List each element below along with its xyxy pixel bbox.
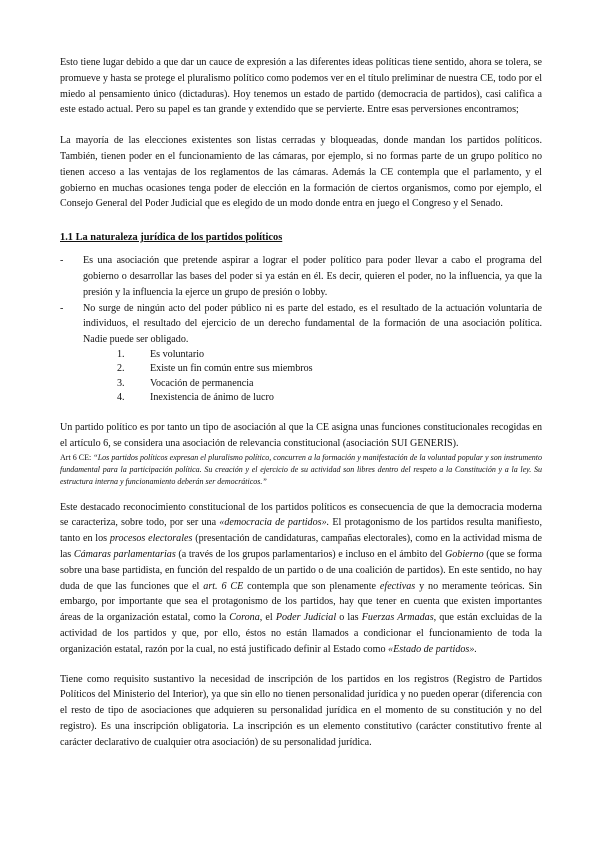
paragraph-registration: Tiene como requisito sustantivo la necesidad de inscripción de los partidos en los registros (Registro de Partidos Políticos del Ministerio del Interior), ya que sin ello no tienen personalidad jurídica y no pueden operar (diferencia con el resto de tipo de asociaciones que adquieren su personalidad jurídica en el momento de su constitución y no del registro). Es una inscripción obligatoria. La inscripción es un elemento constitutivo (carácter constitutivo frente al carácter declarativo de cualquier otra asociación) de su personalidad jurídica.	[60, 673, 542, 748]
italic-run: «Estado de partidos».	[388, 643, 477, 655]
text-run: (a través de los grupos parlamentarios) e incluso en el ámbito del	[175, 548, 445, 560]
italic-run: procesos electorales	[109, 533, 193, 545]
dash-marker: -	[60, 302, 64, 314]
dash-list	[60, 253, 542, 348]
item-number: 2.	[117, 363, 125, 375]
numbered-item	[60, 377, 542, 392]
text-run: contempla que son plenamente	[243, 580, 380, 592]
dash-marker: -	[60, 255, 64, 267]
italic-run: efectivas	[379, 580, 416, 592]
list-item-text: No surge de ningún acto del poder público ni es parte del estado, es el resultado de la actuación voluntaria de individuos, el resultado del ejercicio de un derecho fundamental de la formación de una asociación política. Nadie puede ser obligado.	[83, 302, 542, 346]
paragraph-pluralism: Esto tiene lugar debido a que dar un cauce de expresión a las diferentes ideas políticas tiene sentido, ahora se tolera, se promueve y hasta se protege el pluralismo político como podemos ver en el título preliminar de nuestra CE, todo por el miedo al pensamiento único (dictaduras). Hoy tenemos un estado de partido (democracia de partidos), casi califica a este estado actual. Pero su papel es tan grande y extendido que se pervierte. Entre esas perversiones encontramos;	[60, 57, 542, 116]
item-text: Es voluntario	[150, 348, 205, 360]
paragraph-perversions: La mayoría de las elecciones existentes son listas cerradas y bloqueadas, donde mandan los partidos políticos. También, tienen poder en el funcionamiento de las cámaras, por ejemplo, si no formas parte de un grupo político no tienen acceso a las ventajas de los reglamentos de las cámaras. Además la CE contempla que el parlamento, y el gobierno en muchas ocasiones tenga poder de elección en la formación de ciertos organismos, como por ejemplo, el Consejo General del Poder Judicial que es elegido de un modo donde entra en juego el Congreso y el Senado.	[60, 135, 542, 210]
text-run: y no meramente teóricas. Sin embargo, por importante que sea el protagonismo de los partidos, hay que tener en cuenta que existen importantes áreas de la organización estatal, como la	[60, 580, 543, 624]
item-number: 4.	[117, 392, 125, 404]
italic-run: art. 6 CE	[203, 580, 244, 592]
numbered-list	[60, 348, 542, 406]
list-item	[60, 253, 542, 300]
item-number: 3.	[117, 377, 125, 389]
text-run: , el	[259, 612, 276, 624]
item-text: Inexistencia de ánimo de lucro	[150, 392, 274, 404]
italic-run: Corona	[229, 612, 260, 624]
article-6-quote	[60, 452, 542, 488]
paragraph-party-definition: Un partido político es por tanto un tipo de asociación al que la CE asigna unas funciones constitucionales recogidas en el artículo 6, se considera una asociación de relevancia constitucional (asociación SUI GENERIS).	[60, 421, 542, 449]
text-run: o las	[336, 612, 362, 624]
numbered-item	[60, 348, 542, 363]
list-item-text: Es una asociación que pretende aspirar a lograr el poder político para poder llevar a cabo el programa del gobierno o desarrollar las bases del poder si ya están en él. Es decir, quieren el poder, no la influencia, ya que la presión y la influencia la ejerce un grupo de presión o lobby.	[83, 255, 542, 298]
item-text: Vocación de permanencia	[150, 377, 254, 389]
article-label: Art 6 CE:	[60, 452, 94, 462]
italic-run: Cámaras parlamentarias	[73, 548, 176, 560]
item-text: Existe un fin común entre sus miembros	[150, 363, 313, 375]
item-number: 1.	[117, 348, 125, 360]
text-run: (que se forma sobre una base partidista, en función del respaldo de un partido o de una coalición de partidos). En este sentido, no hay duda de que las funciones que el	[60, 548, 542, 592]
article-text: “Los partidos políticos expresan el pluralismo político, concurren a la formación y manifestación de la voluntad popular y son instrumento fundamental para la participación política. Su creación y el ejercicio de su actividad son libres dentro del respeto a la Constitución y a la ley. Su estructura interna y funcionamiento deberán ser democráticos.”	[60, 452, 543, 486]
text-run: Este destacado reconocimiento constitucional de los partidos políticos es consecuencia de que la democracia moderna se caracteriza, sobre todo, por ser una	[60, 501, 542, 529]
document-page	[60, 55, 542, 751]
italic-run: Poder Judicial	[275, 612, 337, 624]
numbered-item	[60, 391, 542, 406]
text-run: (presentación de candidaturas, campañas electorales), como en la actividad misma de las	[60, 533, 542, 560]
section-heading: 1.1 La naturaleza jurídica de los partidos políticos	[60, 232, 283, 244]
paragraph-party-democracy	[60, 500, 542, 658]
text-run: El protagonismo de los partidos resulta manifiesto, tanto en los	[60, 517, 543, 545]
numbered-item	[60, 362, 542, 377]
italic-run: Fuerzas Armadas	[361, 612, 434, 624]
text-run: , que están excluidas de la actividad de los partidos y que, por ello, éstos no están llamados a condicionar el funcionamiento de toda la organización estatal, razón por la cual, no está justificado definir al Estado como	[60, 612, 542, 655]
list-item	[60, 301, 542, 348]
italic-run: «democracia de partidos».	[219, 517, 330, 529]
italic-run: Gobierno	[444, 548, 484, 560]
